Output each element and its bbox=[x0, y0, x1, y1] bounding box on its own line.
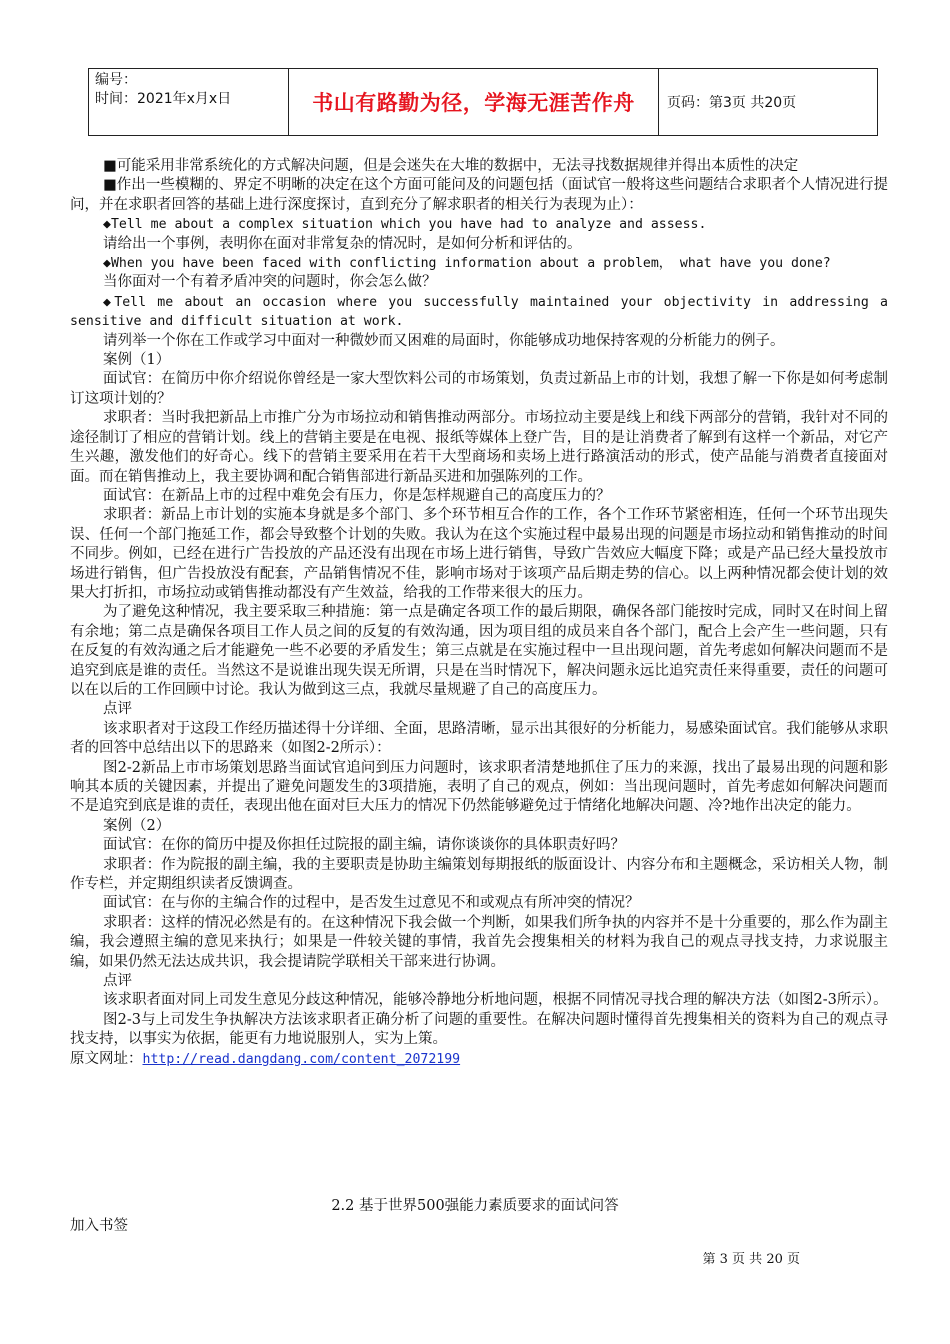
body-paragraph: 案例（1） bbox=[103, 352, 171, 369]
body-paragraph: ◆Tell me about an occasion where you successfully maintained your objectivity in addressing a sensitive and difficult situation at work. bbox=[70, 294, 888, 330]
body-paragraph: 求职者：新品上市计划的实施本身就是多个部门、多个环节相互合作的工作，各个工作环节紧密相连，任何一个环节出现失误、任何一个部门拖延工作，都会导致整个计划的失败。我认为在这个实施过程中最易出现的问题是市场拉动和销售推动的时间不同步。例如，已经在进行广告投放的产品还没有出现在市场上进行销售，导致广告效应大幅度下降；或是产品已经大量投放市场进行销售，但广告投放没有配套，产品销售情况不佳，影响市场对于该项产品后期走势的信心。以上两种情况都会使计划的效果大打折扣，市场拉动或销售推动都没有产生效益，给我的工作带来很大的压力。 bbox=[70, 507, 888, 601]
body-paragraph: 求职者：当时我把新品上市推广分为市场拉动和销售推动两部分。市场拉动主要是线上和线下两部分的营销，我针对不同的途径制订了相应的营销计划。线上的营销主要是在电视、报纸等媒体上登广告，目的是让消费者了解到有这样一个新品，对它产生兴趣，激发他们的好奇心。线下的营销主要采用在若干大型商场和卖场上进行路演活动的形式，使产品能与消费者直接面对面。而在销售推动上，我主要协调和配合销售部进行新品买进和加强陈列的工作。 bbox=[70, 410, 888, 485]
body-paragraph: ◆When you have been faced with conflicting information about a problem， what have you done? bbox=[103, 256, 831, 272]
source-line bbox=[70, 1050, 888, 1069]
body-paragraph: 案例（2） bbox=[103, 817, 171, 834]
body-paragraph: 该求职者面对同上司发生意见分歧这种情况，能够冷静地分析地问题，根据不同情况寻找合理的解决方法（如图2-3所示）。 bbox=[103, 992, 888, 1009]
body-paragraph: 图2-3与上司发生争执解决方法该求职者正确分析了问题的重要性。在解决问题时懂得首先搜集相关的资料为自己的观点寻找支持，以事实为依据，能更有力地说服别人，实为上策。 bbox=[70, 1011, 888, 1048]
header-motto: 书山有路勤为径，学海无涯苦作舟 bbox=[289, 69, 659, 135]
header-page-label: 页码：第3页 共20页 bbox=[667, 95, 797, 111]
body-paragraph: 该求职者对于这段工作经历描述得十分详细、全面，思路清晰，显示出其很好的分析能力，易感染面试官。我们能够从求职者的回答中总结出以下的思路来（如图2-2所示）： bbox=[70, 720, 888, 757]
body-paragraph: 当你面对一个有着矛盾冲突的问题时，你会怎么做？ bbox=[103, 274, 437, 291]
paragraph-list bbox=[70, 157, 888, 1050]
section-title: 2.2 基于世界500强能力素质要求的面试问答 bbox=[331, 1198, 619, 1214]
header-time-label: 时间：2021年x月x日 bbox=[95, 91, 232, 107]
body-paragraph: 求职者：作为院报的副主编，我的主要职责是协助主编策划每期报纸的版面设计、内容分布和主题概念，采访相关人物，制作专栏，并定期组织读者反馈调查。 bbox=[70, 856, 888, 893]
body-paragraph: ■可能采用非常系统化的方式解决问题，但是会迷失在大堆的数据中，无法寻找数据规律并得出本质性的决定 bbox=[103, 158, 799, 174]
source-label: 原文网址： bbox=[70, 1050, 143, 1067]
body-paragraph: ◆Tell me about a complex situation which you have had to analyze and assess. bbox=[103, 217, 707, 233]
add-bookmark-link[interactable]: 加入书签 bbox=[70, 1218, 128, 1234]
body-paragraph: 请列举一个你在工作或学习中面对一种微妙而又困难的局面时，你能够成功地保持客观的分析能力的例子。 bbox=[103, 332, 785, 349]
header-number-label: 编号： bbox=[95, 72, 137, 88]
body-paragraph: 面试官：在新品上市的过程中难免会有压力，你是怎样规避自己的高度压力的？ bbox=[103, 487, 611, 504]
source-link[interactable]: http://read.dangdang.com/content_2072199 bbox=[142, 1051, 461, 1067]
body-paragraph: 图2-2新品上市市场策划思路当面试官追问到压力问题时，该求职者清楚地抓住了压力的来源，找出了最易出现的问题和影响其本质的关键因素，并提出了避免问题发生的3项措施，表明了自己的观点，例如：当出现问题时，首先考虑如何解决问题而不是追究到底是谁的责任，表现出他在面对巨大压力的情况下仍然能够避免过于情绪化地解决问题、冷?地作出决定的能力。 bbox=[70, 759, 888, 815]
body-paragraph: 面试官：在与你的主编合作的过程中，是否发生过意见不和或观点有所冲突的情况？ bbox=[103, 895, 640, 912]
body-paragraph: 点评 bbox=[103, 701, 132, 718]
body-paragraph: 面试官：在你的简历中提及你担任过院报的副主编，请你谈谈你的具体职责好吗？ bbox=[103, 837, 625, 854]
body-paragraph: 为了避免这种情况，我主要采取三种措施：第一点是确定各项工作的最后期限，确保各部门能按时完成，同时又在时间上留有余地；第二点是确保各项目工作人员之间的反复的有效沟通，因为项目组的成员来自各个部门，配合上会产生一些问题，只有在反复的有效沟通之后才能避免一些不必要的矛盾发生；第三点就是在实施过程中一旦出现问题，首先考虑如何解决问题而不是追究到底是谁的责任。当然这不是说谁出现失误无所谓，只是在当时情况下，解决问题永远比追究责任来得重要，责任的问题可以在以后的工作回顾中讨论。我认为做到这三点，我就尽量规避了自己的高度压力。 bbox=[70, 604, 888, 698]
body-paragraph: ■作出一些模糊的、界定不明晰的决定在这个方面可能问及的问题包括（面试官一般将这些问题结合求职者个人情况进行提问，并在求职者回答的基础上进行深度探讨，直到充分了解求职者的相关行为表现为止）： bbox=[70, 177, 888, 213]
body-paragraph: 面试官：在简历中你介绍说你曾经是一家大型饮料公司的市场策划，负责过新品上市的计划，我想了解一下你是如何考虑制订这项计划的？ bbox=[70, 371, 888, 407]
body-paragraph: 点评 bbox=[103, 973, 132, 990]
page-header bbox=[88, 68, 878, 136]
footer-page-number: 第 3 页 共 20 页 bbox=[702, 1252, 800, 1267]
header-meta bbox=[89, 69, 289, 135]
document-body bbox=[70, 157, 888, 1069]
body-paragraph: 请给出一个事例，表明你在面对非常复杂的情况时，是如何分析和评估的。 bbox=[103, 235, 582, 252]
body-paragraph: 求职者：这样的情况必然是有的。在这种情况下我会做一个判断，如果我们所争执的内容并不是十分重要的，那么作为副主编，我会遵照主编的意见来执行；如果是一件较关键的事情，我首先会搜集相关的材料为我自己的观点寻找支持，力求说服主编，如果仍然无法达成共识，我会提请院学联相关干部来进行协调。 bbox=[70, 914, 888, 970]
